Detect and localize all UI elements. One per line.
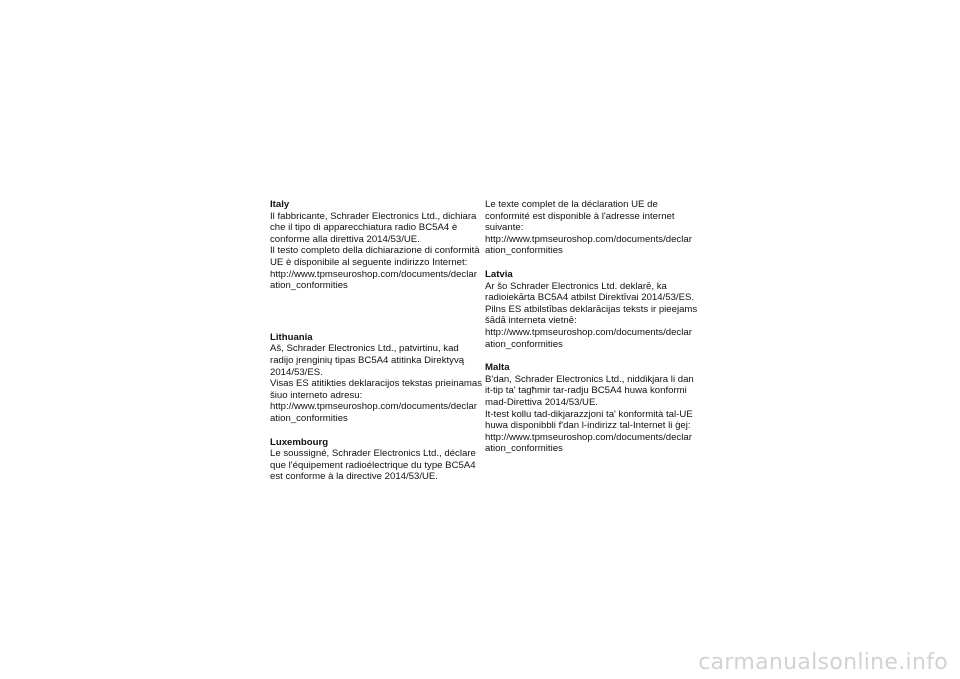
section-lithuania (270, 332, 485, 425)
section-italy (270, 199, 485, 292)
section-luxembourg (270, 437, 485, 483)
heading-lithuania: Lithuania (270, 331, 313, 343)
heading-luxembourg: Luxembourg (270, 436, 329, 448)
text-luxembourg: Le soussigné, Schrader Electronics Ltd., déclare que l'équipement radioélectrique du type BC5A4 est conforme à la directive 2014/53/UE. (270, 448, 476, 483)
text-lithuania: Aš, Schrader Electronics Ltd., patvirtinu, kad radijo įrenginių tipas BC5A4 atitinka Direktyvą 2014/53/ES. Visas ES atitikties deklaracijos tekstas prieinamas šiuo interneto adresu: http://www.tpmseuroshop.com/documents/declar ation_conformities (270, 343, 483, 424)
text-italy: Il fabbricante, Schrader Electronics Ltd., dichiara che il tipo di apparecchiatura radio BC5A4 è conforme alla direttiva 2014/53/UE. Il testo completo della dichiarazione di conformità UE è disponibile al seguente indirizzo Internet: http://www.tpmseuroshop.com/documents/declar ation_conformities (270, 210, 480, 292)
text-luxembourg-continued: Le texte complet de la déclaration UE de conformité est disponible à l'adresse internet suivante: http://www.tpmseuroshop.com/documents/declar ation_conformities (485, 199, 692, 257)
right-column (485, 199, 700, 455)
section-luxembourg-continued (485, 199, 700, 257)
section-malta (485, 362, 700, 455)
text-latvia: Ar šo Schrader Electronics Ltd. deklarē, ka radioiekārta BC5A4 atbilst Direktīvai 2014/53/ES. Pilns ES atbilstības deklarācijas teksts ir pieejams šādā interneta vietnē: http://www.tpmseuroshop.com/documents/declar ation_conformities (485, 280, 698, 350)
watermark: carmanualsonline.info (698, 650, 948, 675)
heading-malta: Malta (485, 362, 510, 374)
heading-italy: Italy (270, 199, 290, 210)
section-latvia (485, 269, 700, 350)
text-malta: B'dan, Schrader Electronics Ltd., niddikjara li dan it-tip ta' tagħmir tar-radju BC5A4 huwa konformi mad-Direttiva 2014/53/UE. It-test kollu tad-dikjarazzjoni ta' konformità tal-UE huwa disponibbli f'dan l-indirizz tal-Internet li ġej: http://www.tpmseuroshop.com/documents/declar ation_conformities (485, 373, 694, 455)
left-column (270, 199, 485, 483)
heading-latvia: Latvia (485, 268, 513, 280)
